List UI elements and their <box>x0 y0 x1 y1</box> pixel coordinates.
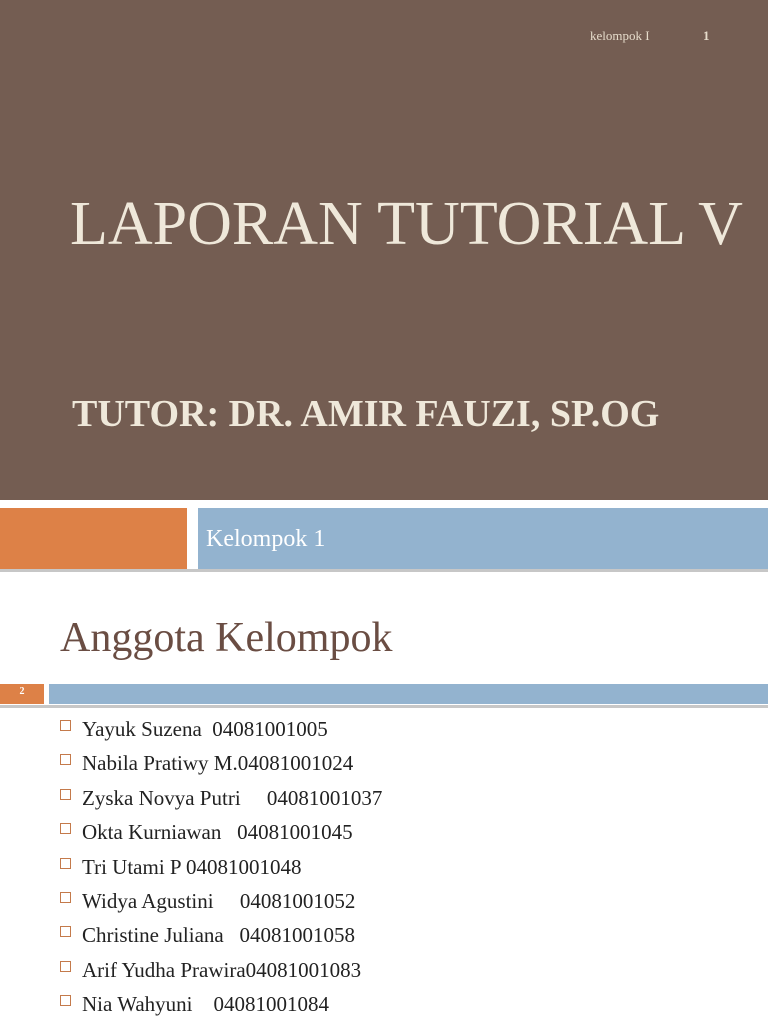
list-item <box>58 817 382 851</box>
square-bullet-icon <box>60 961 71 972</box>
member-entry: Tri Utami P 04081001048 <box>82 854 302 879</box>
list-item <box>58 714 382 748</box>
section-band <box>0 500 768 572</box>
square-bullet-icon <box>60 995 71 1006</box>
slide-title: LAPORAN TUTORIAL V <box>70 190 743 258</box>
list-item <box>58 886 382 920</box>
section-label: Kelompok 1 <box>206 526 326 552</box>
divider <box>0 569 768 572</box>
list-item <box>58 920 382 954</box>
square-bullet-icon <box>60 823 71 834</box>
accent-block-orange <box>0 508 187 569</box>
square-bullet-icon <box>60 754 71 765</box>
list-item <box>58 955 382 989</box>
square-bullet-icon <box>60 720 71 731</box>
member-entry: Okta Kurniawan 04081001045 <box>82 820 353 845</box>
list-item <box>58 783 382 817</box>
divider <box>0 705 768 708</box>
member-entry: Arif Yudha Prawira04081001083 <box>82 957 362 982</box>
members-heading: Anggota Kelompok <box>60 615 393 661</box>
list-item <box>58 748 382 782</box>
member-entry: Nabila Pratiwy M.04081001024 <box>82 751 354 776</box>
member-entry: Nia Wahyuni 04081001084 <box>82 992 329 1017</box>
member-entry: Christine Juliana 04081001058 <box>82 923 355 948</box>
list-item <box>58 989 382 1023</box>
member-entry: Yayuk Suzena 04081001005 <box>82 717 328 741</box>
member-entry: Zyska Novya Putri 04081001037 <box>82 785 383 810</box>
member-entry: Widya Agustini 04081001052 <box>82 888 356 913</box>
header-label: kelompok I <box>590 28 650 43</box>
slide-number: 2 <box>19 686 25 697</box>
list-item <box>58 852 382 886</box>
title-slide <box>0 0 768 500</box>
accent-bar-blue <box>49 684 768 704</box>
square-bullet-icon <box>60 892 71 903</box>
square-bullet-icon <box>60 858 71 869</box>
square-bullet-icon <box>60 789 71 800</box>
member-list <box>58 714 382 1024</box>
slide-number: 1 <box>703 28 710 43</box>
slide-subtitle: TUTOR: DR. AMIR FAUZI, SP.OG <box>72 393 660 435</box>
square-bullet-icon <box>60 926 71 937</box>
